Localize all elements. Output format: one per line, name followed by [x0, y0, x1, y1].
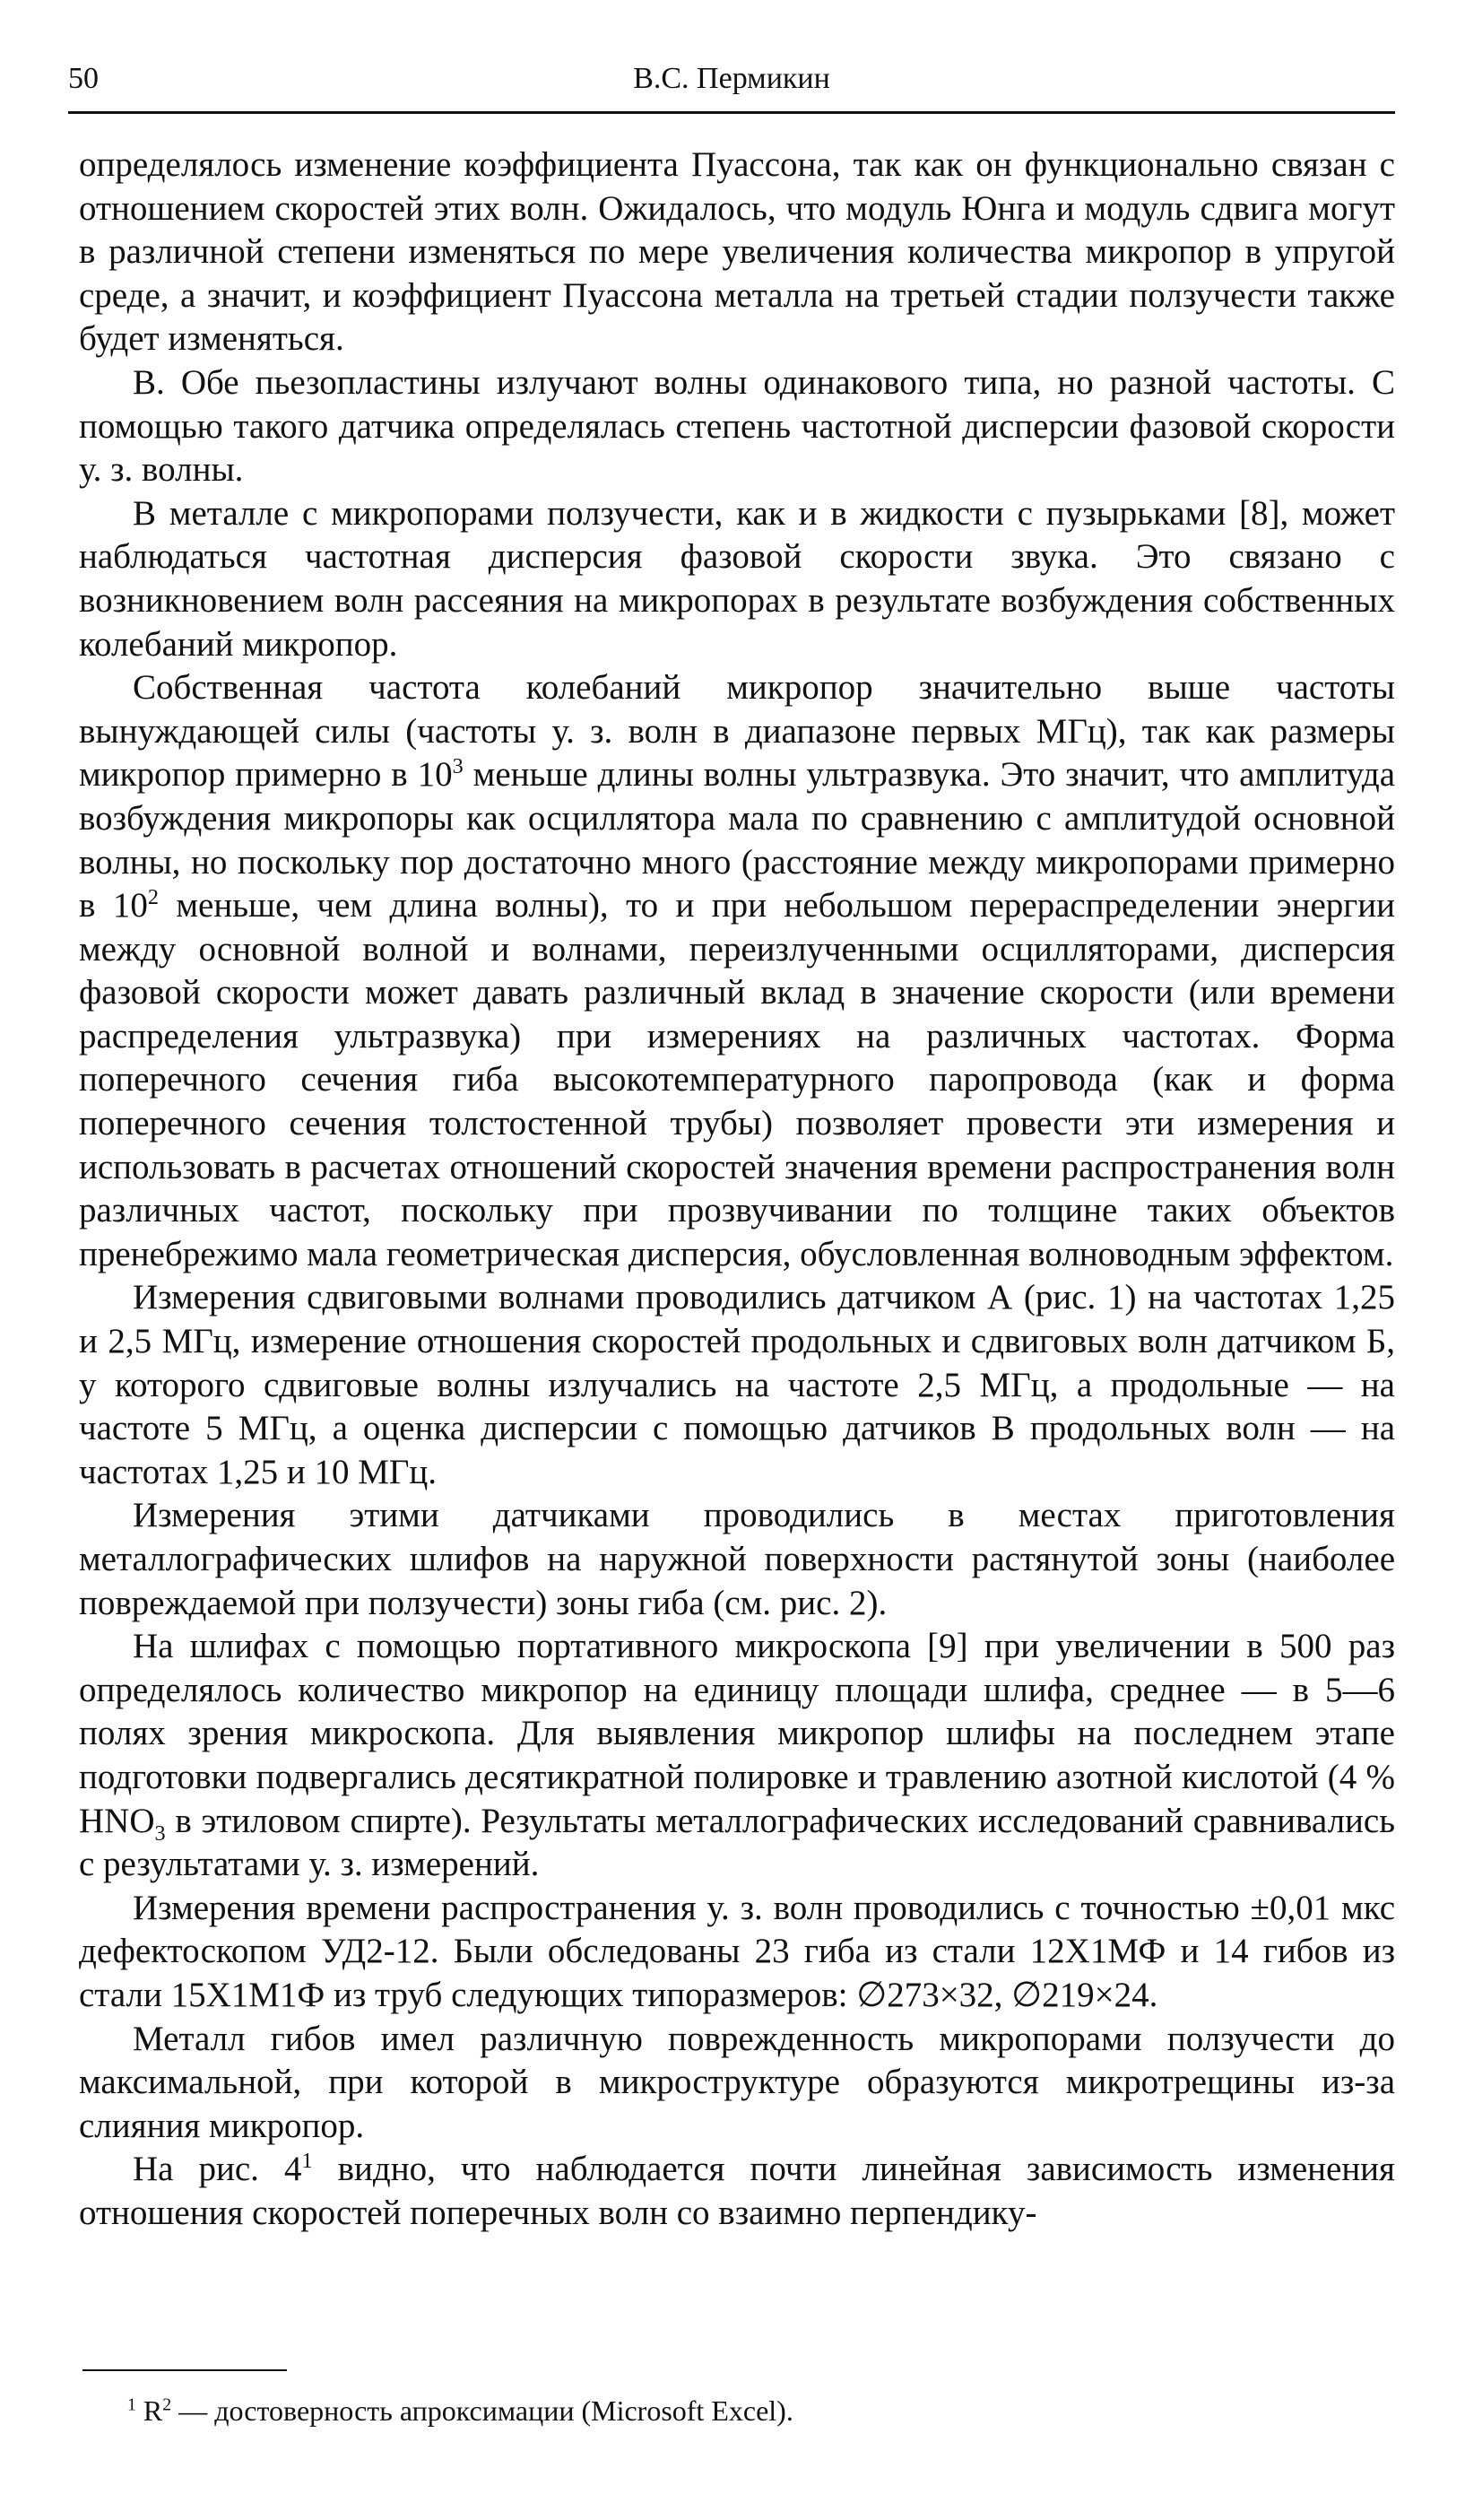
subscript-index: 3	[154, 1820, 166, 1846]
footnote-text: — достоверность апроксимации (Microsoft Excel).	[171, 2394, 793, 2427]
paragraph-7-part-a: На шлифах с помощью портативного микроскопа [9] при увеличении в 500 раз определялось количество микропор на единицу площади шлифа, среднее — в 5—6 полях зрения микроскопа. Для выявления микропор шлифы на последнем этапе подготовки подвергались десятикратной полировке и травлению азотной кислотой (4 % HNO	[79, 1627, 1395, 1840]
page-number: 50	[68, 62, 99, 95]
footnote-reference: 1	[301, 2149, 313, 2174]
running-head: В.С. Пермикин	[633, 62, 830, 95]
paragraph-7-part-b: в этиловом спирте). Результаты металлографических исследований сравнивались с результатами у. з. измерений.	[79, 1801, 1395, 1884]
paragraph-4	[79, 666, 1395, 1276]
footnote-r: R	[143, 2394, 163, 2427]
paragraph-7	[79, 1625, 1395, 1887]
page-header	[68, 59, 1395, 106]
footnote-rule	[82, 2369, 287, 2371]
paragraph-10	[79, 2148, 1395, 2235]
paragraph-2: В. Обе пьезопластины излучают волны одинакового типа, но разной частоты. С помощью такого датчика определялась степень частотной дисперсии фазовой скорости у. з. волны.	[79, 362, 1395, 490]
header-rule	[68, 111, 1395, 114]
paragraph-6: Измерения этими датчиками проводились в местах приготовления металлографических шлифов на наружной поверхности растянутой зоны (наиболее повреждаемой при ползучести) зоны гиба (см. рис. 2).	[79, 1496, 1395, 1622]
paragraph-9: Металл гибов имел различную поврежденность микропорами ползучести до максимальной, при которой в микроструктуре образуются микротрещины из-за слияния микропор.	[79, 2019, 1395, 2145]
paragraph-4-part-c: меньше, чем длина волны), то и при небольшом перераспределении энергии между основной волной и волнами, переизлученными осцилляторами, дисперсия фазовой скорости может давать различный вклад в значение скорости (или времени распределения ультразвука) при измерениях на различных частотах. Форма поперечного сечения гиба высокотемпературного паропровода (как и форма поперечного сечения толстостенной трубы) позволяет провести эти измерения и использовать в расчетах отношений скоростей значения времени распространения волн различных частот, поскольку при прозвучивании по толщине таких объектов пренебрежимо мала геометрическая дисперсия, обусловленная волноводным эффектом.	[79, 886, 1395, 1273]
paragraph-8: Измерения времени распространения у. з. волн проводились с точностью ±0,01 мкс дефектоскопом УД2-12. Были обследованы 23 гиба из стали 12Х1МФ и 14 гибов из стали 15Х1М1Ф из труб следующих типоразмеров: ∅273×32, ∅219×24.	[79, 1888, 1395, 2014]
footnote	[127, 2393, 1383, 2429]
footnote-r-exponent: 2	[162, 2394, 172, 2415]
paragraph-1: определялось изменение коэффициента Пуассона, так как он функционально связан с отношением скоростей этих волн. Ожидалось, что модуль Юнга и модуль сдвига могут в различной степени изменяться по мере увеличения количества микропор в упругой среде, а значит, и коэффициент Пуассона металла на третьей стадии ползучести также будет изменяться.	[79, 145, 1395, 359]
body-text	[79, 143, 1395, 2236]
paragraph-4-part-b: меньше длины волны ультразвука. Это значит, что амплитуда возбуждения микропоры как осциллятора мала по сравнению с амплитудой основной волны, но поскольку пор достаточно много (расстояние между микропорами примерно в 10	[79, 755, 1396, 925]
paragraph-10-part-b: видно, что наблюдается почти линейная зависимость изменения отношения скоростей поперечных волн со взаимно перпендику-	[79, 2150, 1395, 2232]
paragraph-4-part-a: Собственная частота колебаний микропор значительно выше частоты вынуждающей силы (частоты у. з. волн в диапазоне первых МГц), так как размеры микропор примерно в 10	[79, 668, 1395, 795]
superscript-exponent: 2	[147, 885, 159, 910]
paragraph-3: В металле с микропорами ползучести, как и в жидкости с пузырьками [8], может наблюдаться частотная дисперсия фазовой скорости звука. Это связано с возникновением волн рассеяния на микропорах в результате возбуждения собственных колебаний микропор.	[79, 493, 1395, 664]
paragraph-5: Измерения сдвиговыми волнами проводились датчиком А (рис. 1) на частотах 1,25 и 2,5 МГц, измерение отношения скоростей продольных и сдвиговых волн датчиком Б, у которого сдвиговые волны излучались на частоте 2,5 МГц, а продольные — на частоте 5 МГц, а оценка дисперсии с помощью датчиков В продольных волн — на частотах 1,25 и 10 МГц.	[79, 1278, 1395, 1491]
superscript-exponent: 3	[452, 754, 464, 779]
footnote-mark: 1	[127, 2394, 136, 2415]
paragraph-10-part-a: На рис. 4	[133, 2150, 302, 2189]
